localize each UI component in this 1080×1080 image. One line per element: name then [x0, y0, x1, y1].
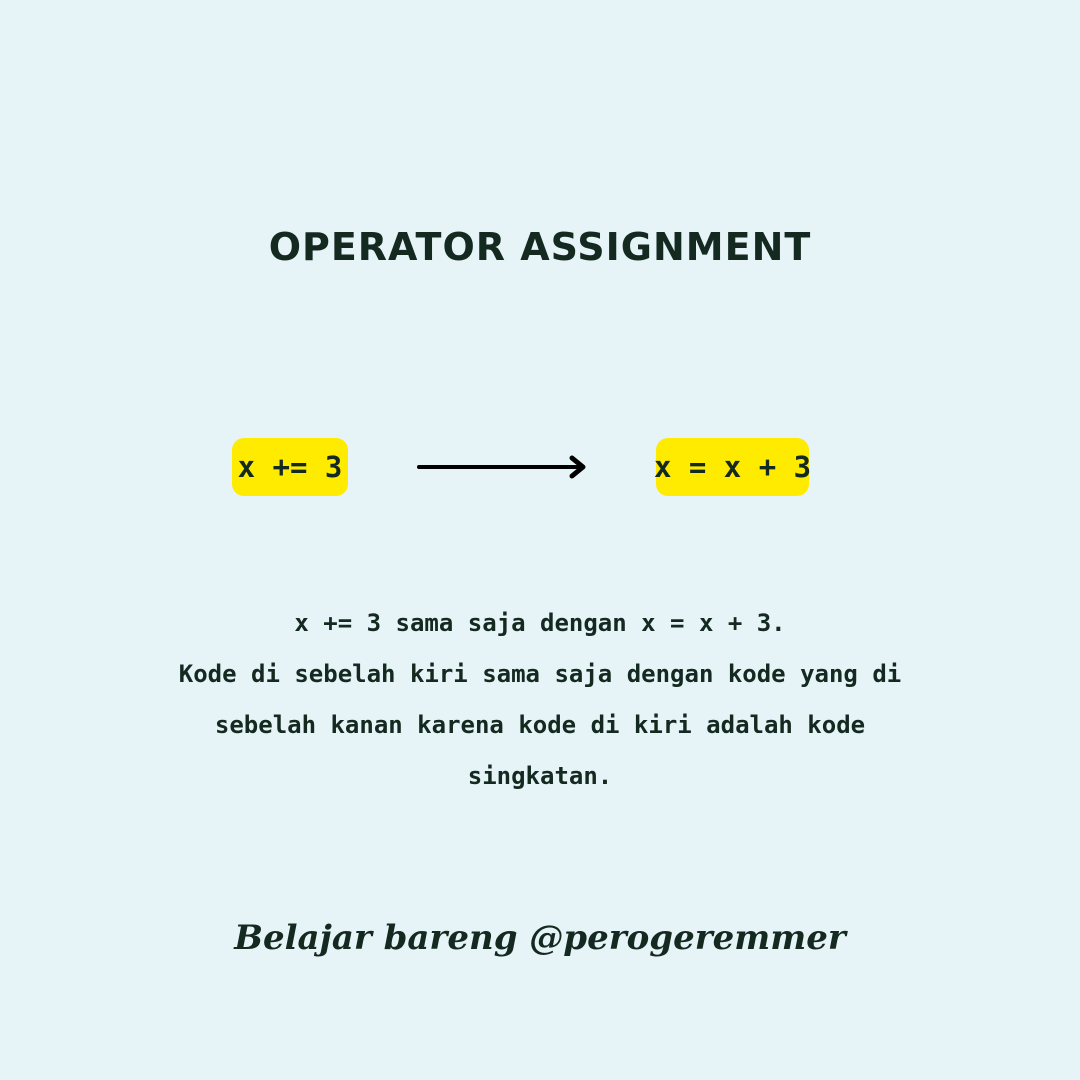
description-line: sebelah kanan karena kode di kiri adalah kode — [214, 711, 866, 739]
page-title: OPERATOR ASSIGNMENT — [268, 225, 812, 269]
description-line: Kode di sebelah kiri sama saja dengan kode yang di — [178, 660, 902, 688]
description-text — [150, 598, 930, 802]
arrow-right-icon — [414, 452, 592, 482]
description-line: x += 3 sama saja dengan x = x + 3. — [294, 609, 786, 637]
credit-text: Belajar bareng @perogeremmer — [234, 918, 846, 958]
code-shorthand-badge: x += 3 — [232, 438, 348, 496]
code-expanded-badge: x = x + 3 — [656, 438, 809, 496]
description-line: singkatan. — [467, 762, 613, 790]
